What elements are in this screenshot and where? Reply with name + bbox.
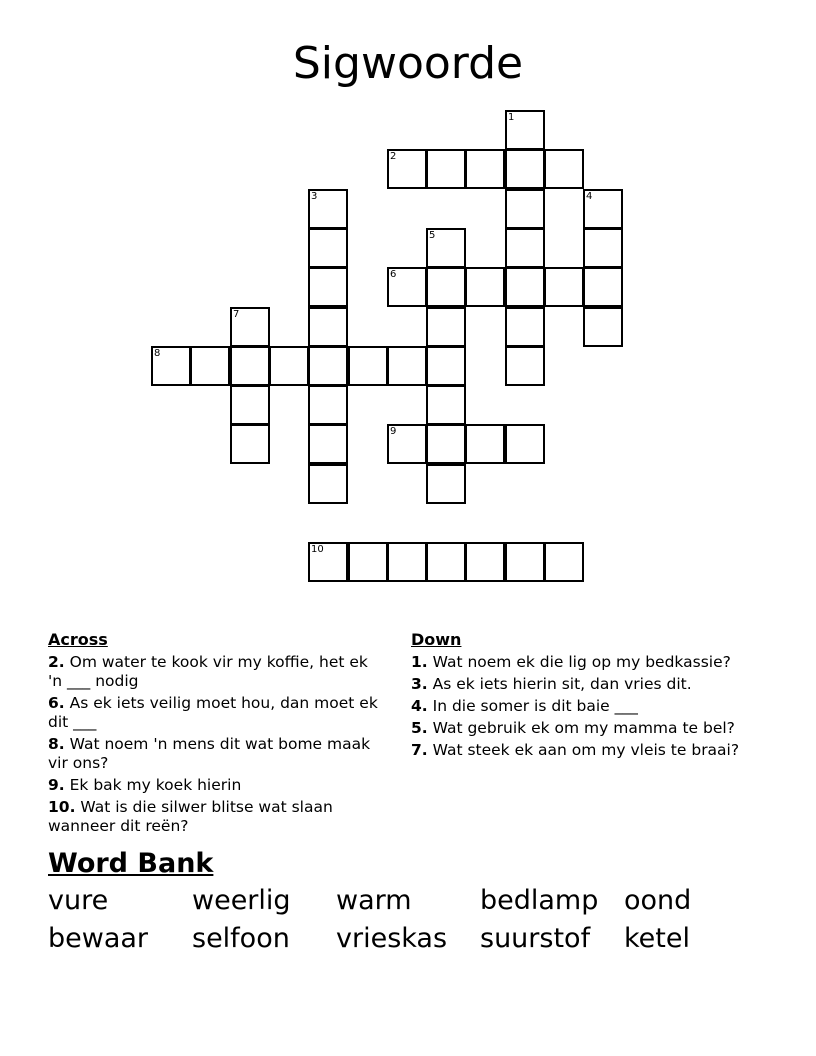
crossword-cell[interactable]: [426, 267, 466, 307]
across-heading: Across: [48, 630, 108, 649]
crossword-cell[interactable]: [230, 307, 270, 347]
crossword-cell[interactable]: [308, 542, 348, 582]
crossword-cell[interactable]: [348, 542, 388, 582]
word-bank-word: vrieskas: [336, 923, 448, 954]
cell-number: 5: [429, 230, 436, 241]
word-bank-word: suurstof: [480, 923, 591, 954]
cell-number: 8: [154, 348, 161, 359]
across-clue: 10. Wat is die silwer blitse wat slaan wanneer dit reën?: [48, 798, 333, 835]
crossword-cell[interactable]: [308, 424, 348, 464]
word-bank-word: warm: [336, 885, 412, 916]
word-bank-word: selfoon: [192, 923, 290, 954]
down-clues: [411, 630, 751, 763]
crossword-cell[interactable]: [387, 346, 427, 386]
word-bank: [48, 882, 768, 958]
word-bank-word: ketel: [624, 923, 690, 954]
across-clue: 6. As ek iets veilig moet hou, dan moet ek dit ___: [48, 694, 378, 731]
down-clue: 1. Wat noem ek die lig op my bedkassie?: [411, 653, 731, 671]
crossword-cell[interactable]: [505, 424, 545, 464]
crossword-cell[interactable]: [308, 189, 348, 229]
crossword-cell[interactable]: [308, 464, 348, 504]
crossword-cell[interactable]: [387, 424, 427, 464]
crossword-cell[interactable]: [230, 385, 270, 425]
word-bank-word: bewaar: [48, 923, 149, 954]
puzzle-title: Sigwoorde: [292, 38, 524, 89]
cell-number: 10: [311, 544, 324, 555]
down-clue: 5. Wat gebruik ek om my mamma te bel?: [411, 719, 735, 737]
crossword-cell[interactable]: [505, 307, 545, 347]
crossword-cell[interactable]: [387, 267, 427, 307]
crossword-cell[interactable]: [505, 110, 545, 150]
crossword-cell[interactable]: [583, 307, 623, 347]
crossword-cell[interactable]: [151, 346, 191, 386]
crossword-cell[interactable]: [190, 346, 230, 386]
cell-number: 6: [390, 269, 397, 280]
across-clue: 9. Ek bak my koek hierin: [48, 776, 242, 794]
word-bank-word: weerlig: [192, 885, 291, 916]
cell-number: 1: [508, 112, 515, 123]
crossword-cell[interactable]: [505, 346, 545, 386]
crossword-cell[interactable]: [387, 542, 427, 582]
crossword-cell[interactable]: [387, 149, 427, 189]
crossword-cell[interactable]: [269, 346, 309, 386]
crossword-cell[interactable]: [308, 307, 348, 347]
crossword-cell[interactable]: [426, 542, 466, 582]
crossword-cell[interactable]: [583, 267, 623, 307]
crossword-cell[interactable]: [308, 385, 348, 425]
crossword-cell[interactable]: [544, 267, 584, 307]
cell-number: 4: [586, 191, 593, 202]
crossword-cell[interactable]: [465, 542, 505, 582]
crossword-cell[interactable]: [426, 385, 466, 425]
crossword-cell[interactable]: [426, 346, 466, 386]
cell-number: 9: [390, 426, 397, 437]
crossword-cell[interactable]: [544, 149, 584, 189]
crossword-cell[interactable]: [426, 464, 466, 504]
crossword-cell[interactable]: [230, 346, 270, 386]
word-bank-word: oond: [624, 885, 692, 916]
word-bank-word: vure: [48, 885, 109, 916]
across-clue: 2. Om water te kook vir my koffie, het ek 'n ___ nodig: [48, 653, 368, 690]
down-heading: Down: [411, 630, 462, 649]
cell-number: 2: [390, 151, 397, 162]
crossword-cell[interactable]: [544, 542, 584, 582]
word-bank-title: Word Bank: [48, 848, 214, 879]
crossword-cell[interactable]: [505, 267, 545, 307]
crossword-cell[interactable]: [505, 228, 545, 268]
across-clues: [48, 630, 378, 839]
across-clue: 8. Wat noem 'n mens dit wat bome maak vir ons?: [48, 735, 371, 772]
crossword-cell[interactable]: [230, 424, 270, 464]
down-clue: 4. In die somer is dit baie ___: [411, 697, 638, 715]
crossword-cell[interactable]: [465, 149, 505, 189]
word-bank-word: bedlamp: [480, 885, 599, 916]
crossword-cell[interactable]: [583, 228, 623, 268]
crossword-cell[interactable]: [426, 424, 466, 464]
crossword-cell[interactable]: [465, 424, 505, 464]
crossword-cell[interactable]: [505, 189, 545, 229]
crossword-cell[interactable]: [348, 346, 388, 386]
crossword-cell[interactable]: [426, 228, 466, 268]
crossword-cell[interactable]: [308, 346, 348, 386]
crossword-cell[interactable]: [426, 307, 466, 347]
down-clue: 3. As ek iets hierin sit, dan vries dit.: [411, 675, 692, 693]
crossword-cell[interactable]: [583, 189, 623, 229]
crossword-cell[interactable]: [426, 149, 466, 189]
crossword-cell[interactable]: [505, 149, 545, 189]
crossword-cell[interactable]: [308, 267, 348, 307]
down-clue: 7. Wat steek ek aan om my vleis te braai?: [411, 741, 740, 759]
crossword-cell[interactable]: [465, 267, 505, 307]
cell-number: 3: [311, 191, 318, 202]
crossword-cell[interactable]: [308, 228, 348, 268]
crossword-cell[interactable]: [505, 542, 545, 582]
cell-number: 7: [233, 309, 240, 320]
